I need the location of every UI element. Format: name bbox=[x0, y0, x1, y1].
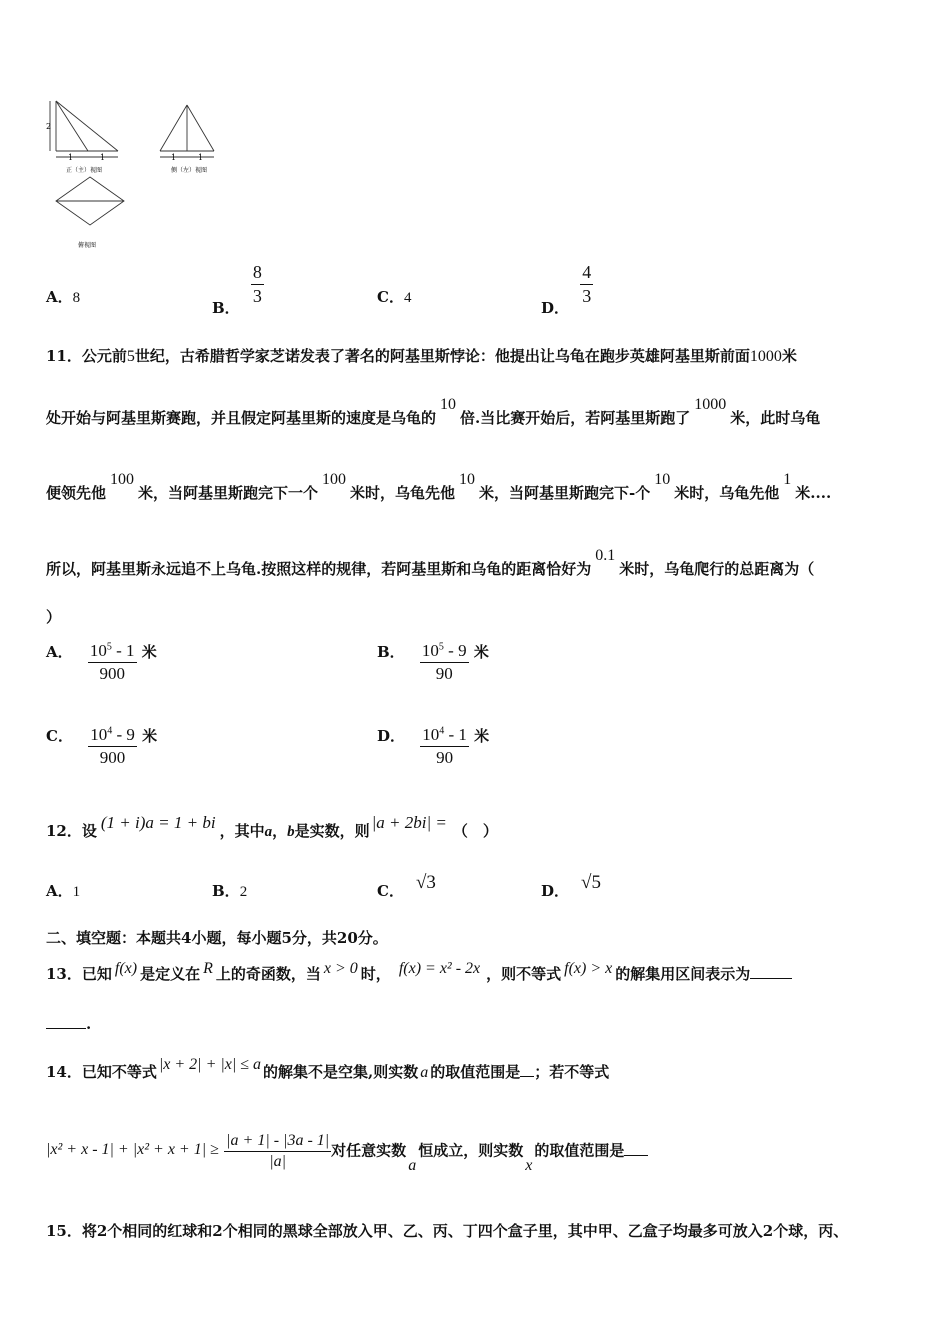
q13-stem bbox=[46, 960, 792, 984]
text: 所以，阿基里斯永远追不上乌龟.按照这样的规律，若阿基里斯和乌龟的距离恰好为 bbox=[46, 560, 592, 578]
fraction-denominator: 90 bbox=[435, 664, 453, 683]
front-width-label-2: 1 bbox=[100, 153, 106, 162]
inequality: |x + 2| + |x| ≤ a bbox=[158, 1056, 262, 1073]
function: f(x) bbox=[114, 960, 138, 977]
text: 是实数，则 bbox=[294, 822, 370, 840]
option-fraction bbox=[580, 262, 593, 307]
expression: |a + 2bi| = bbox=[371, 813, 447, 832]
fraction-numerator: 4 bbox=[582, 262, 592, 282]
inequality-rhs-fraction bbox=[224, 1132, 331, 1171]
front-view bbox=[50, 101, 118, 157]
variable: a bbox=[264, 824, 273, 840]
side-width-label-2: 1 bbox=[198, 153, 204, 162]
option-letter: D． bbox=[377, 726, 406, 745]
inequality-lhs: |x² + x - 1| + |x² + x + 1| ≥ bbox=[46, 1140, 219, 1158]
definition: f(x) = x² - 2x bbox=[398, 960, 481, 977]
fraction-denominator: 900 bbox=[99, 748, 126, 767]
option-fraction bbox=[420, 641, 469, 684]
option-letter: A． bbox=[46, 882, 73, 900]
text: 处开始与阿基里斯赛跑，并且假定阿基里斯的速度是乌龟的 bbox=[46, 409, 437, 427]
unit: 米 bbox=[474, 726, 490, 745]
unit: 米 bbox=[473, 642, 489, 661]
text: 米，当阿基里斯跑完下-个 bbox=[479, 484, 651, 502]
text: ） bbox=[46, 608, 62, 626]
q15-stem: 15．将2个相同的红球和2个相同的黑球全部放入甲、乙、丙、丁四个盒子里，其中甲、乙盒子均最多可放入2个球，丙、 bbox=[46, 1222, 849, 1240]
option-letter: C． bbox=[377, 882, 404, 900]
option-letter: D． bbox=[541, 298, 570, 317]
option-letter: C． bbox=[377, 288, 404, 306]
section-heading: 二、填空题：本题共4小题，每小题5分，共20分。 bbox=[46, 929, 388, 947]
text: 恒成立，则实数 bbox=[418, 1141, 524, 1160]
q11-option-d[interactable] bbox=[377, 725, 489, 768]
option-fraction bbox=[88, 641, 137, 684]
fraction-denominator: 3 bbox=[582, 286, 592, 306]
option-letter: B． bbox=[212, 298, 240, 317]
tail: - 9 bbox=[443, 641, 467, 660]
text: 便领先他 bbox=[46, 484, 107, 502]
tail: - 1 bbox=[444, 725, 467, 744]
q11-line-4 bbox=[46, 547, 815, 579]
text: ；若不等式 bbox=[534, 1063, 610, 1081]
option-value: 2 bbox=[239, 884, 248, 900]
text: 的取值范围是 bbox=[534, 1141, 625, 1160]
q14-stem bbox=[46, 1056, 610, 1082]
q10-option-d[interactable] bbox=[541, 262, 593, 317]
q11-line-3 bbox=[46, 471, 832, 503]
option-letter: D． bbox=[541, 882, 570, 900]
text: 世纪，古希腊哲学家芝诺发表了著名的阿基里斯悖论：他提出让乌龟在跑步英雄阿基里斯前面 bbox=[134, 347, 750, 365]
number: 0.1 bbox=[595, 547, 616, 564]
q11-line-1 bbox=[46, 345, 797, 366]
unit: 米 bbox=[141, 642, 157, 661]
tail: - 1 bbox=[111, 641, 135, 660]
text: 米，此时乌龟 bbox=[730, 409, 821, 427]
side-view-label: 侧（左）视图 bbox=[171, 167, 208, 174]
q10-option-b[interactable] bbox=[212, 262, 264, 317]
text: 对任意实数 bbox=[331, 1141, 407, 1160]
equation: (1 + i)a = 1 + bi bbox=[100, 813, 216, 832]
tail: - 9 bbox=[112, 725, 135, 744]
number: 5 bbox=[126, 348, 135, 365]
fraction-numerator bbox=[88, 641, 137, 663]
answer-blank[interactable] bbox=[624, 1155, 648, 1156]
q12-option-d[interactable] bbox=[541, 872, 601, 900]
text: 时， bbox=[360, 965, 391, 983]
fraction-denominator: 3 bbox=[252, 286, 262, 306]
text: 倍.当比赛开始后，若阿基里斯跑了 bbox=[460, 409, 691, 427]
q10-option-c[interactable] bbox=[377, 286, 411, 307]
fraction-denominator: 900 bbox=[99, 664, 125, 683]
text: 13．已知 bbox=[46, 965, 112, 983]
set: R bbox=[203, 960, 213, 977]
number: 10 bbox=[654, 471, 671, 488]
option-fraction bbox=[88, 725, 137, 768]
answer-blank[interactable] bbox=[520, 1076, 534, 1077]
text: 14．已知不等式 bbox=[46, 1063, 157, 1081]
text: 米，当阿基里斯跑完下一个 bbox=[138, 484, 319, 502]
q11-option-a[interactable] bbox=[46, 641, 157, 684]
answer-blank[interactable] bbox=[750, 978, 792, 979]
number: 10 bbox=[459, 471, 476, 488]
top-view bbox=[56, 177, 124, 225]
condition: x > 0 bbox=[323, 960, 358, 977]
text: ，其中 bbox=[219, 822, 265, 840]
option-letter: A． bbox=[46, 642, 73, 661]
variable: x bbox=[525, 1156, 533, 1174]
option-letter: B． bbox=[212, 882, 240, 900]
q12-option-b[interactable] bbox=[212, 880, 247, 901]
fraction-numerator bbox=[420, 725, 469, 747]
fraction-numerator bbox=[88, 725, 137, 747]
text: ，则不等式 bbox=[486, 965, 562, 983]
text: 的解集用区间表示为 bbox=[615, 965, 751, 983]
top-view-label: 俯视图 bbox=[78, 242, 97, 249]
option-fraction bbox=[251, 262, 264, 307]
text: 12．设 bbox=[46, 822, 97, 840]
text: . bbox=[86, 1015, 92, 1033]
option-value: √5 bbox=[581, 872, 601, 893]
q12-option-c[interactable] bbox=[377, 872, 436, 900]
text: 上的奇函数，当 bbox=[215, 965, 321, 983]
answer-blank[interactable] bbox=[46, 1028, 86, 1029]
inequality: f(x) > x bbox=[564, 960, 613, 977]
text: 米时，乌龟爬行的总距离为（ bbox=[619, 560, 815, 578]
text: 的取值范围是 bbox=[430, 1063, 521, 1081]
base: 10 bbox=[422, 725, 440, 744]
base: 10 bbox=[90, 725, 108, 744]
fraction-numerator: |a + 1| - |3a - 1| bbox=[224, 1132, 331, 1152]
number: 100 bbox=[110, 471, 135, 488]
fraction-denominator: 90 bbox=[436, 748, 454, 767]
text: 米.... bbox=[795, 484, 832, 502]
front-width-label-1: 1 bbox=[68, 153, 74, 162]
exponent: 5 bbox=[106, 641, 112, 653]
q11-option-c[interactable] bbox=[46, 725, 157, 768]
side-width-label-1: 1 bbox=[171, 153, 177, 162]
side-view bbox=[160, 105, 214, 157]
option-letter: B． bbox=[377, 642, 405, 661]
base: 10 bbox=[89, 641, 107, 660]
q13-continuation bbox=[46, 1015, 91, 1033]
q14-second-part bbox=[46, 1132, 648, 1174]
q10-option-a[interactable] bbox=[46, 286, 80, 307]
text: 米 bbox=[781, 347, 797, 365]
text: 的解集不是空集,则实数 bbox=[263, 1063, 419, 1081]
number: 10 bbox=[440, 396, 457, 413]
unit: 米 bbox=[142, 726, 158, 745]
fraction-numerator bbox=[420, 641, 469, 663]
q11-option-b[interactable] bbox=[377, 641, 489, 684]
fraction-numerator: 8 bbox=[252, 262, 262, 282]
variable: a bbox=[420, 1064, 429, 1081]
text: 是定义在 bbox=[140, 965, 201, 983]
q11-line-2 bbox=[46, 396, 821, 428]
option-value: √3 bbox=[415, 872, 436, 893]
option-letter: A． bbox=[46, 288, 73, 306]
front-view-label: 正（主）视图 bbox=[66, 167, 103, 174]
q12-option-a[interactable] bbox=[46, 880, 80, 901]
option-value: 1 bbox=[72, 884, 81, 900]
q12-stem bbox=[46, 813, 498, 841]
q11-line-5 bbox=[46, 606, 61, 627]
variable: b bbox=[287, 824, 295, 840]
base: 10 bbox=[421, 641, 439, 660]
front-height-label: 2 bbox=[46, 122, 52, 131]
text: 米时，乌龟先他 bbox=[674, 484, 780, 502]
text: （ ） bbox=[452, 822, 498, 840]
number: 1 bbox=[783, 471, 792, 488]
exponent: 4 bbox=[107, 725, 113, 737]
variable: a bbox=[408, 1156, 417, 1174]
text: 11．公元前 bbox=[46, 347, 127, 365]
option-fraction bbox=[420, 725, 469, 768]
number: 100 bbox=[322, 471, 347, 488]
fraction-denominator: |a| bbox=[269, 1153, 287, 1170]
text: ， bbox=[272, 822, 288, 840]
exponent: 5 bbox=[438, 641, 444, 653]
number: 1000 bbox=[749, 348, 782, 365]
option-value: 4 bbox=[403, 290, 412, 306]
three-view-figure bbox=[40, 95, 240, 255]
text: 米时，乌龟先他 bbox=[350, 484, 456, 502]
number: 1000 bbox=[694, 396, 727, 413]
exponent: 4 bbox=[439, 725, 445, 737]
option-value: 8 bbox=[72, 290, 81, 306]
option-letter: C． bbox=[46, 726, 73, 745]
